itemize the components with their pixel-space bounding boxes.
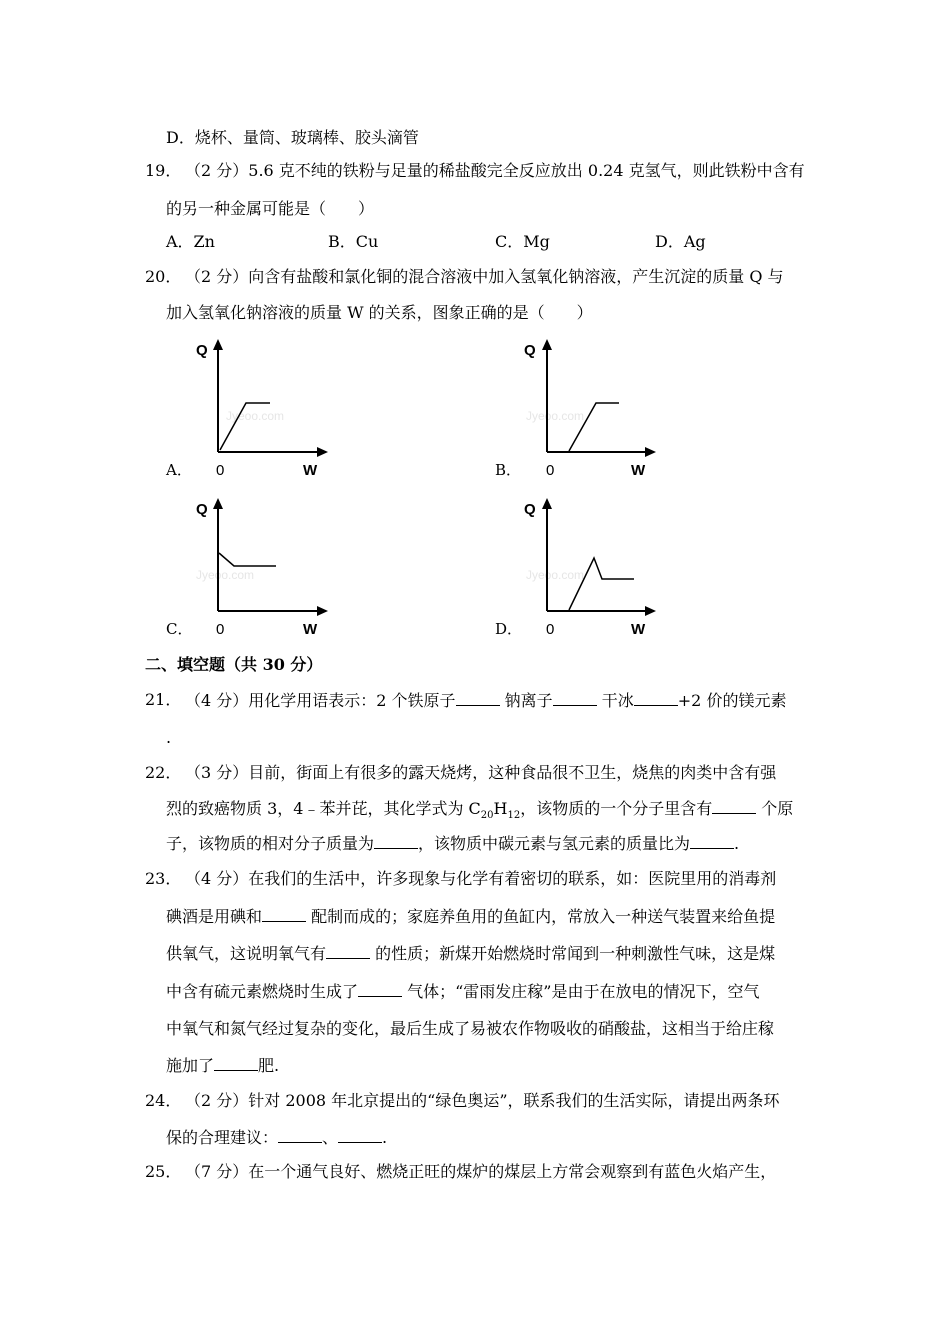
- q23-blank-4: [214, 1054, 258, 1071]
- graph-b-x-arrow: [645, 447, 656, 457]
- q20-stem-line1: （2 分）向含有盐酸和氯化铜的混合溶液中加入氢氧化钠溶液，产生沉淀的质量 Q 与: [185, 267, 784, 286]
- q24-number: 24．: [145, 1091, 182, 1110]
- graph-d-watermark: Jyeoo.com: [526, 568, 585, 582]
- q19-option-b: B．Cu: [328, 232, 379, 251]
- q21-blank-1: [456, 689, 500, 706]
- graph-b-y-label: Q: [524, 342, 536, 359]
- q25-line1: （7 分）在一个通气良好、燃烧正旺的煤炉的煤层上方常会观察到有蓝色火焰产生，: [185, 1162, 777, 1181]
- graph-a-origin: 0: [216, 462, 225, 479]
- graph-a-y-arrow: [213, 339, 223, 350]
- graph-b-option-label: B．: [495, 461, 522, 479]
- q20-number: 20．: [145, 267, 182, 286]
- graph-a-y-label: Q: [196, 342, 208, 359]
- q23-number: 23．: [145, 869, 182, 888]
- graph-d-y-arrow: [542, 498, 552, 509]
- graph-c-x-arrow: [317, 606, 328, 616]
- q20-stem-line2: 加入氢氧化钠溶液的质量 W 的关系，图象正确的是（ ）: [166, 303, 593, 322]
- q23-line6: 施加了 肥.: [166, 1056, 280, 1075]
- q25-number: 25．: [145, 1162, 182, 1181]
- q23-blank-1: [262, 905, 306, 922]
- graph-c: [190, 494, 340, 639]
- graph-d-x-arrow: [645, 606, 656, 616]
- graph-c-watermark: Jyeoo.com: [196, 568, 255, 582]
- q22-line2: 烈的致癌物质 3，4﹣苯并芘，其化学式为 $C_{20}H_{12}$，该物质的一个分子里含有 个原: [166, 799, 794, 822]
- graph-d-origin: 0: [546, 621, 555, 638]
- q19-number: 19．: [145, 161, 182, 180]
- q24-blank-1: [278, 1126, 322, 1143]
- q19-stem-line2: 的另一种金属可能是（ ）: [166, 199, 375, 218]
- q23-blank-3: [358, 980, 402, 997]
- graph-c-curve: [219, 553, 276, 566]
- graph-a-option-label: A．: [166, 461, 192, 479]
- graph-a-x-label: W: [303, 462, 318, 479]
- graph-c-x-label: W: [303, 621, 318, 638]
- graph-b: [518, 335, 668, 480]
- graph-c-y-arrow: [213, 498, 223, 509]
- graph-c-origin: 0: [216, 621, 225, 638]
- graph-b-x-label: W: [631, 462, 646, 479]
- q21-blank-3: [634, 689, 678, 706]
- q22-number: 22．: [145, 763, 182, 782]
- q23-line1: （4 分）在我们的生活中，许多现象与化学有着密切的联系，如：医院里用的消毒剂: [185, 869, 777, 888]
- q24-line2: 保的合理建议： 、 .: [166, 1128, 388, 1147]
- graph-c-y-label: Q: [196, 501, 208, 518]
- q22-line3: 子，该物质的相对分子质量为 ，该物质中碳元素与氢元素的质量比为 .: [166, 834, 740, 853]
- q22-blank-2: [374, 832, 418, 849]
- graph-d-option-label: D．: [495, 620, 523, 638]
- q24-blank-2: [338, 1126, 382, 1143]
- q22-blank-3: [690, 832, 734, 849]
- graph-a-watermark: Jyeoo.com: [226, 409, 285, 423]
- graph-d-y-label: Q: [524, 501, 536, 518]
- q21-number: 21．: [145, 690, 182, 709]
- section-2-title: 二、填空题（共 30 分）: [145, 655, 323, 674]
- q23-blank-2: [326, 942, 370, 959]
- q22-line1: （3 分）目前，街面上有很多的露天烧烤，这种食品很不卫生，烧焦的肉类中含有强: [185, 763, 777, 782]
- graph-b-origin: 0: [546, 462, 555, 479]
- graph-b-watermark: Jyeoo.com: [526, 409, 585, 423]
- graph-c-option-label: C．: [166, 620, 193, 638]
- q19-stem-line1: （2 分）5.6 克不纯的铁粉与足量的稀盐酸完全反应放出 0.24 克氢气，则此铁粉中含有: [185, 161, 805, 180]
- graph-d-x-label: W: [631, 621, 646, 638]
- q21-line2: .: [166, 728, 172, 747]
- q18-option-d: D．烧杯、量筒、玻璃棒、胶头滴管: [166, 128, 419, 147]
- q19-option-a: A．Zn: [166, 232, 215, 251]
- q21-line1: （4 分）用化学用语表示：2 个铁原子 钠离子 干冰 +2 价的镁元素: [185, 691, 787, 710]
- q24-line1: （2 分）针对 2008 年北京提出的“绿色奥运”，联系我们的生活实际，请提出两条环: [185, 1091, 780, 1110]
- q22-blank-1: [712, 797, 756, 814]
- q23-line3: 供氧气，这说明氧气有 的性质；新煤开始燃烧时常闻到一种刺激性气味，这是煤: [166, 944, 776, 963]
- q19-option-d: D．Ag: [655, 232, 706, 251]
- q23-line5: 中氧气和氮气经过复杂的变化，最后生成了易被农作物吸收的硝酸盐，这相当于给庄稼: [166, 1019, 775, 1038]
- graph-d: [518, 494, 668, 639]
- graph-a-x-arrow: [317, 447, 328, 457]
- graph-a: [190, 335, 340, 480]
- q19-option-c: C．Mg: [495, 232, 550, 251]
- q23-line2: 碘酒是用碘和 配制而成的；家庭养鱼用的鱼缸内，常放入一种送气装置来给鱼提: [166, 907, 776, 926]
- graph-b-y-arrow: [542, 339, 552, 350]
- q23-line4: 中含有硫元素燃烧时生成了 气体；“雷雨发庄稼”是由于在放电的情况下，空气: [166, 982, 760, 1001]
- graph-d-curve: [569, 558, 634, 610]
- q21-blank-2: [553, 689, 597, 706]
